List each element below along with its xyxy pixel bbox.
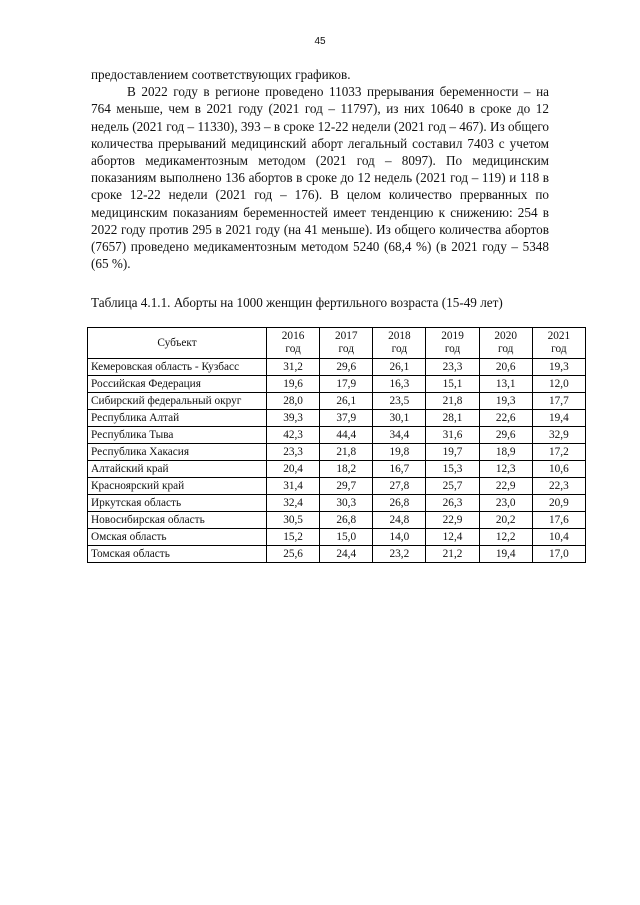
value-cell: 10,6 [532,461,585,478]
subject-name-cell: Сибирский федеральный округ [88,393,267,410]
value-cell: 20,9 [532,495,585,512]
value-cell: 31,2 [267,359,320,376]
abortion-rate-table [87,327,586,563]
table-row [88,444,586,461]
value-cell: 15,3 [426,461,479,478]
table-row [88,461,586,478]
table-row [88,427,586,444]
subject-name-cell: Иркутская область [88,495,267,512]
value-cell: 31,6 [426,427,479,444]
subject-name-cell: Томская область [88,546,267,563]
value-cell: 20,2 [479,512,532,529]
value-cell: 12,3 [479,461,532,478]
value-cell: 18,2 [320,461,373,478]
value-cell: 21,2 [426,546,479,563]
value-cell: 26,1 [320,393,373,410]
value-cell: 21,8 [320,444,373,461]
value-cell: 19,7 [426,444,479,461]
table-row [88,376,586,393]
value-cell: 26,1 [373,359,426,376]
value-cell: 19,8 [373,444,426,461]
year-header: 2017 год [320,328,373,359]
value-cell: 30,3 [320,495,373,512]
value-cell: 23,3 [426,359,479,376]
value-cell: 12,2 [479,529,532,546]
value-cell: 30,1 [373,410,426,427]
value-cell: 24,8 [373,512,426,529]
value-cell: 16,7 [373,461,426,478]
subject-header: Субъект [88,328,267,359]
value-cell: 15,0 [320,529,373,546]
value-cell: 17,9 [320,376,373,393]
value-cell: 20,6 [479,359,532,376]
value-cell: 22,3 [532,478,585,495]
value-cell: 30,5 [267,512,320,529]
year-header: 2016 год [267,328,320,359]
value-cell: 10,4 [532,529,585,546]
table-row [88,512,586,529]
subject-name-cell: Омская область [88,529,267,546]
subject-name-cell: Кемеровская область - Кузбасс [88,359,267,376]
value-cell: 25,6 [267,546,320,563]
value-cell: 14,0 [373,529,426,546]
subject-name-cell: Республика Тыва [88,427,267,444]
value-cell: 15,1 [426,376,479,393]
table-header-row [88,328,586,359]
subject-name-cell: Красноярский край [88,478,267,495]
value-cell: 19,4 [479,546,532,563]
value-cell: 44,4 [320,427,373,444]
subject-name-cell: Российская Федерация [88,376,267,393]
value-cell: 34,4 [373,427,426,444]
table-row [88,410,586,427]
value-cell: 28,0 [267,393,320,410]
value-cell: 22,6 [479,410,532,427]
continuation-line: предоставлением соответствующих графиков. [91,67,351,82]
value-cell: 28,1 [426,410,479,427]
table-row [88,478,586,495]
subject-name-cell: Алтайский край [88,461,267,478]
main-paragraph: В 2022 году в регионе проведено 11033 прерывания беременности – на 764 меньше, чем в 2021 году (2021 год – 11797), из них 10640 в сроке до 12 недель (2021 год – 11330), 393 – в сроке 12-22 недели (2021 год – 467). Из общего количества прерываний медицинский аборт легальный составил 7403 с учетом абортов медикаментозным методом (2021 год – 8097). По медицинским показаниям выполнено 136 абортов в сроке до 12 недель (2021 год – 119) и 118 в сроке 12-22 недели (2021 год – 176). В целом количество прерванных по медицинским показаниям беременностей имеет тенденцию к снижению: 254 в 2022 году против 295 в 2021 году (на 41 меньше). Из общего количества абортов (7657) проведено медикаментозным методом 5240 (68,4 %) (в 2021 году – 5348 (65 %). [91,84,550,272]
year-header: 2018 год [373,328,426,359]
value-cell: 29,6 [479,427,532,444]
value-cell: 32,9 [532,427,585,444]
value-cell: 17,2 [532,444,585,461]
table-row [88,359,586,376]
value-cell: 19,6 [267,376,320,393]
year-header: 2021 год [532,328,585,359]
value-cell: 26,8 [320,512,373,529]
value-cell: 17,6 [532,512,585,529]
value-cell: 29,7 [320,478,373,495]
value-cell: 13,1 [479,376,532,393]
value-cell: 23,3 [267,444,320,461]
value-cell: 37,9 [320,410,373,427]
value-cell: 31,4 [267,478,320,495]
value-cell: 27,8 [373,478,426,495]
value-cell: 12,0 [532,376,585,393]
value-cell: 21,8 [426,393,479,410]
table-row [88,546,586,563]
value-cell: 23,5 [373,393,426,410]
value-cell: 42,3 [267,427,320,444]
value-cell: 25,7 [426,478,479,495]
value-cell: 39,3 [267,410,320,427]
page-number: 45 [314,36,326,47]
value-cell: 19,3 [532,359,585,376]
value-cell: 19,4 [532,410,585,427]
value-cell: 22,9 [426,512,479,529]
value-cell: 12,4 [426,529,479,546]
value-cell: 26,3 [426,495,479,512]
subject-name-cell: Новосибирская область [88,512,267,529]
value-cell: 17,7 [532,393,585,410]
table-row [88,495,586,512]
subject-name-cell: Республика Алтай [88,410,267,427]
table-row [88,529,586,546]
value-cell: 23,0 [479,495,532,512]
table-body [88,359,586,563]
value-cell: 16,3 [373,376,426,393]
body-text [91,66,549,272]
value-cell: 24,4 [320,546,373,563]
value-cell: 19,3 [479,393,532,410]
table-row [88,393,586,410]
value-cell: 23,2 [373,546,426,563]
value-cell: 20,4 [267,461,320,478]
year-header: 2020 год [479,328,532,359]
value-cell: 15,2 [267,529,320,546]
value-cell: 32,4 [267,495,320,512]
table-caption: Таблица 4.1.1. Аборты на 1000 женщин фертильного возраста (15-49 лет) [91,295,503,310]
value-cell: 26,8 [373,495,426,512]
value-cell: 18,9 [479,444,532,461]
value-cell: 29,6 [320,359,373,376]
value-cell: 17,0 [532,546,585,563]
subject-name-cell: Республика Хакасия [88,444,267,461]
year-header: 2019 год [426,328,479,359]
value-cell: 22,9 [479,478,532,495]
